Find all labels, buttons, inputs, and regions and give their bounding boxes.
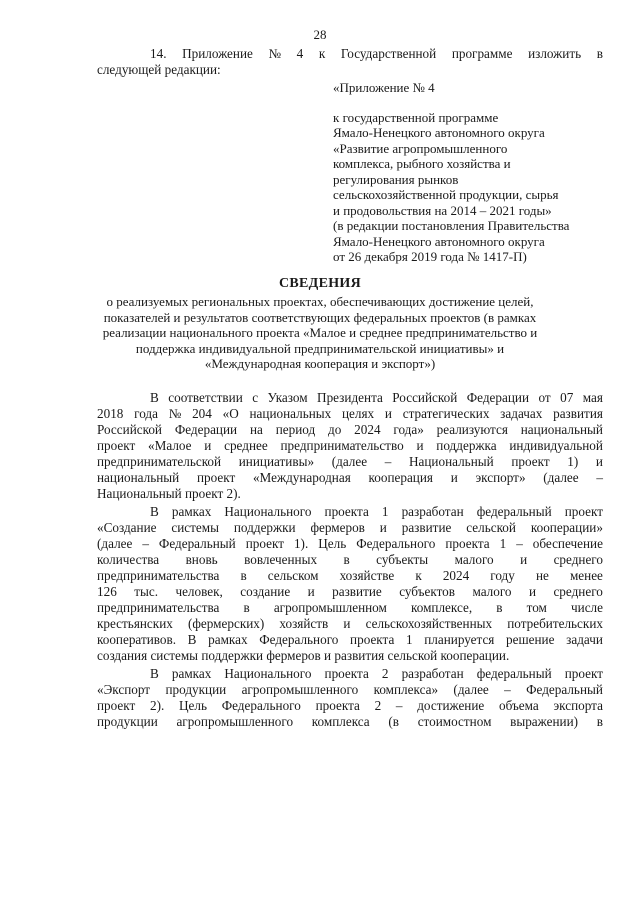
annex-line: (в редакции постановления Правительства bbox=[333, 218, 570, 233]
paragraph-3-line: В рамках Национального проекта 2 разработан федеральный проект bbox=[150, 666, 603, 681]
subtitle-line: о реализуемых региональных проектах, обеспечивающих достижение целей, bbox=[106, 294, 534, 309]
paragraph-2-line: количества вновь вовлеченных в субъекты малого и среднего bbox=[97, 552, 603, 567]
subtitle-line: поддержка индивидуальной предпринимательской инициативы» и bbox=[135, 340, 505, 356]
intro-line-1: 14. Приложение № 4 к Государственной программе изложить в bbox=[150, 46, 603, 61]
paragraph-2-line: «Создание системы поддержки фермеров и развитие сельской кооперации» bbox=[97, 520, 603, 535]
document-title: СВЕДЕНИЯ bbox=[278, 276, 362, 291]
paragraph-3-line: продукции агропромышленного комплекса (в стоимостном выражении) в bbox=[97, 714, 603, 729]
paragraph-2-line: предпринимательства в агропромышленном комплексе, в том числе bbox=[97, 600, 603, 615]
annex-line: Ямало-Ненецкого автономного округа bbox=[333, 233, 545, 249]
page-number: 28 bbox=[313, 27, 327, 42]
subtitle-line: показателей и результатов соответствующих федеральных проектов (в рамках bbox=[103, 309, 537, 325]
paragraph-2-line: кооперативов. В рамках Федерального проекта 1 планируется решение задачи bbox=[97, 632, 603, 647]
annex-line: «Развитие агропромышленного bbox=[333, 140, 508, 156]
paragraph-2-line: (далее – Федеральный проект 1). Цель Федерального проекта 1 – обеспечение bbox=[97, 536, 603, 551]
annex-line: регулирования рынков bbox=[333, 171, 459, 187]
paragraph-3-line: проект 2). Цель Федерального проекта 2 – достижение объема экспорта bbox=[97, 698, 603, 713]
annex-line: от 26 декабря 2019 года № 1417-П) bbox=[333, 249, 527, 264]
subtitle-line: «Международная кооперация и экспорт») bbox=[204, 356, 436, 371]
paragraph-1-line: проект «Малое и среднее предпринимательство и поддержка индивидуальной bbox=[97, 438, 603, 453]
annex-line: к государственной программе bbox=[333, 109, 499, 125]
annex-line: сельскохозяйственной продукции, сырья bbox=[333, 187, 559, 202]
paragraph-1-line: 2018 года № 204 «О национальных целях и стратегических задачах развития bbox=[97, 406, 603, 421]
paragraph-2-line: крестьянских (фермерских) хозяйств и сельскохозяйственных потребительских bbox=[97, 616, 603, 631]
paragraph-2-line: создания системы поддержки фермеров и развития сельской кооперации. bbox=[97, 648, 510, 663]
paragraph-1-line: В соответствии с Указом Президента Российской Федерации от 07 мая bbox=[150, 390, 603, 405]
paragraph-1-line: национальный проект «Международная кооперация и экспорт» (далее – bbox=[97, 470, 603, 485]
annex-line: комплекса, рыбного хозяйства и bbox=[333, 156, 511, 171]
paragraph-1-line: Российской Федерации на период до 2024 года» реализуются национальный bbox=[97, 422, 603, 437]
paragraph-2-line: предпринимательства в сельском хозяйстве к 2024 году не менее bbox=[97, 568, 603, 583]
paragraph-1-line: предпринимательской инициативы» (далее – Национальный проект 1) и bbox=[97, 454, 603, 469]
intro-line-2: следующей редакции: bbox=[97, 62, 221, 77]
annex-line: Ямало-Ненецкого автономного округа bbox=[333, 125, 545, 140]
document-subtitle bbox=[60, 294, 580, 372]
paragraph-1-line: Национальный проект 2). bbox=[97, 486, 241, 501]
annex-line: и продовольствия на 2014 – 2021 годы» bbox=[333, 202, 552, 218]
paragraph-3-line: «Экспорт продукции агропромышленного комплекса» (далее – Федеральный bbox=[97, 682, 603, 697]
annex-heading: «Приложение № 4 bbox=[333, 80, 435, 95]
paragraph-2-line: В рамках Национального проекта 1 разработан федеральный проект bbox=[150, 504, 603, 519]
paragraph-2-line: 126 тыс. человек, создание и развитие субъектов малого и среднего bbox=[97, 584, 603, 599]
annex-block bbox=[333, 80, 569, 265]
subtitle-line: реализации национального проекта «Малое и среднее предпринимательство и bbox=[102, 325, 538, 340]
